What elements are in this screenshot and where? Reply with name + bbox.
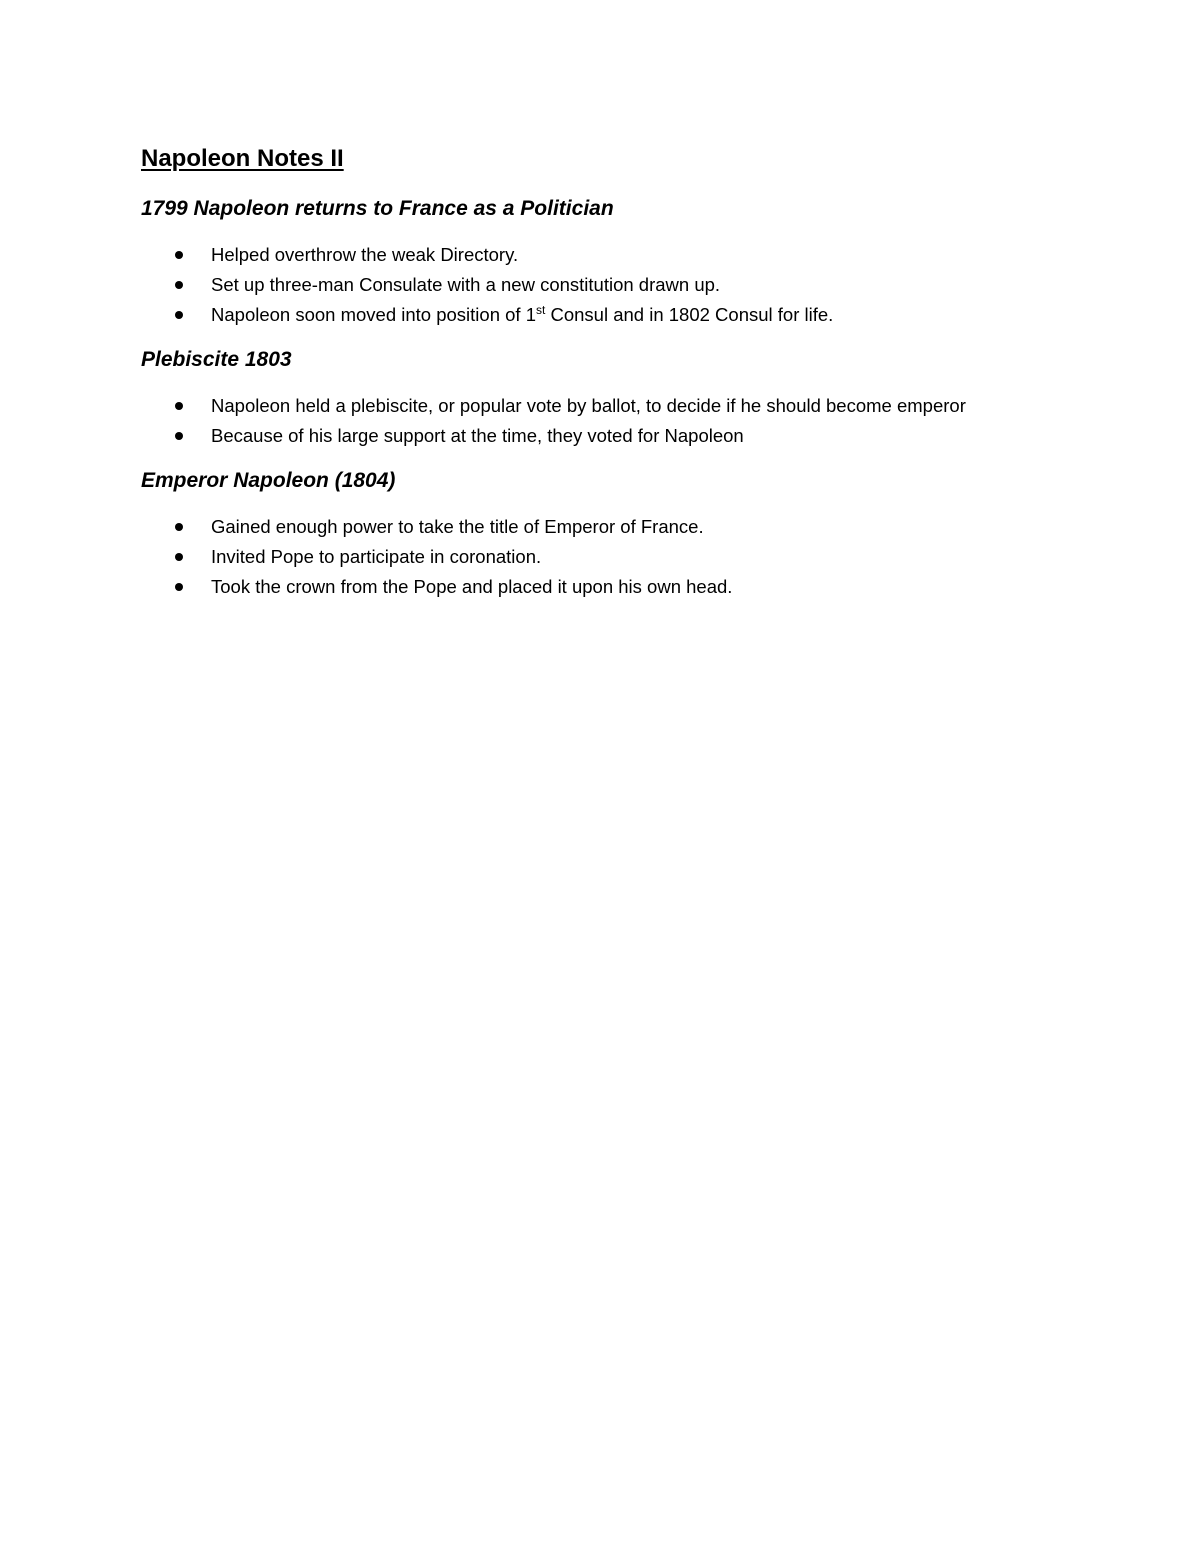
bullet-text: Invited Pope to participate in coronation. — [211, 546, 542, 567]
bullet-icon — [175, 583, 183, 591]
bullet-text: Napoleon held a plebiscite, or popular vote by ballot, to decide if he should become emperor — [211, 395, 966, 416]
bullet-icon — [175, 523, 183, 531]
bullet-text: Gained enough power to take the title of Emperor of France. — [211, 516, 704, 537]
bullet-icon — [175, 553, 183, 561]
bullet-text-end: Consul and in 1802 Consul for life. — [545, 304, 834, 325]
bullet-text — [211, 300, 833, 330]
page-title: Napoleon Notes II — [141, 145, 344, 172]
bullet-text: Helped overthrow the weak Directory. — [211, 244, 519, 265]
section-heading-plebiscite: Plebiscite 1803 — [141, 348, 292, 371]
bullet-icon — [175, 251, 183, 259]
bullet-icon — [175, 402, 183, 410]
bullet-icon — [175, 311, 183, 319]
ordinal-superscript: st — [536, 302, 546, 317]
section-heading-emperor: Emperor Napoleon (1804) — [141, 469, 396, 492]
bullet-text: Because of his large support at the time, they voted for Napoleon — [211, 425, 744, 446]
bullet-icon — [175, 281, 183, 289]
bullet-text-start: Napoleon soon moved into position of 1 — [211, 304, 536, 325]
bullet-icon — [175, 432, 183, 440]
section-heading-1799: 1799 Napoleon returns to France as a Politician — [141, 197, 614, 220]
bullet-text: Set up three-man Consulate with a new constitution drawn up. — [211, 274, 721, 295]
bullet-text: Took the crown from the Pope and placed it upon his own head. — [211, 576, 733, 597]
